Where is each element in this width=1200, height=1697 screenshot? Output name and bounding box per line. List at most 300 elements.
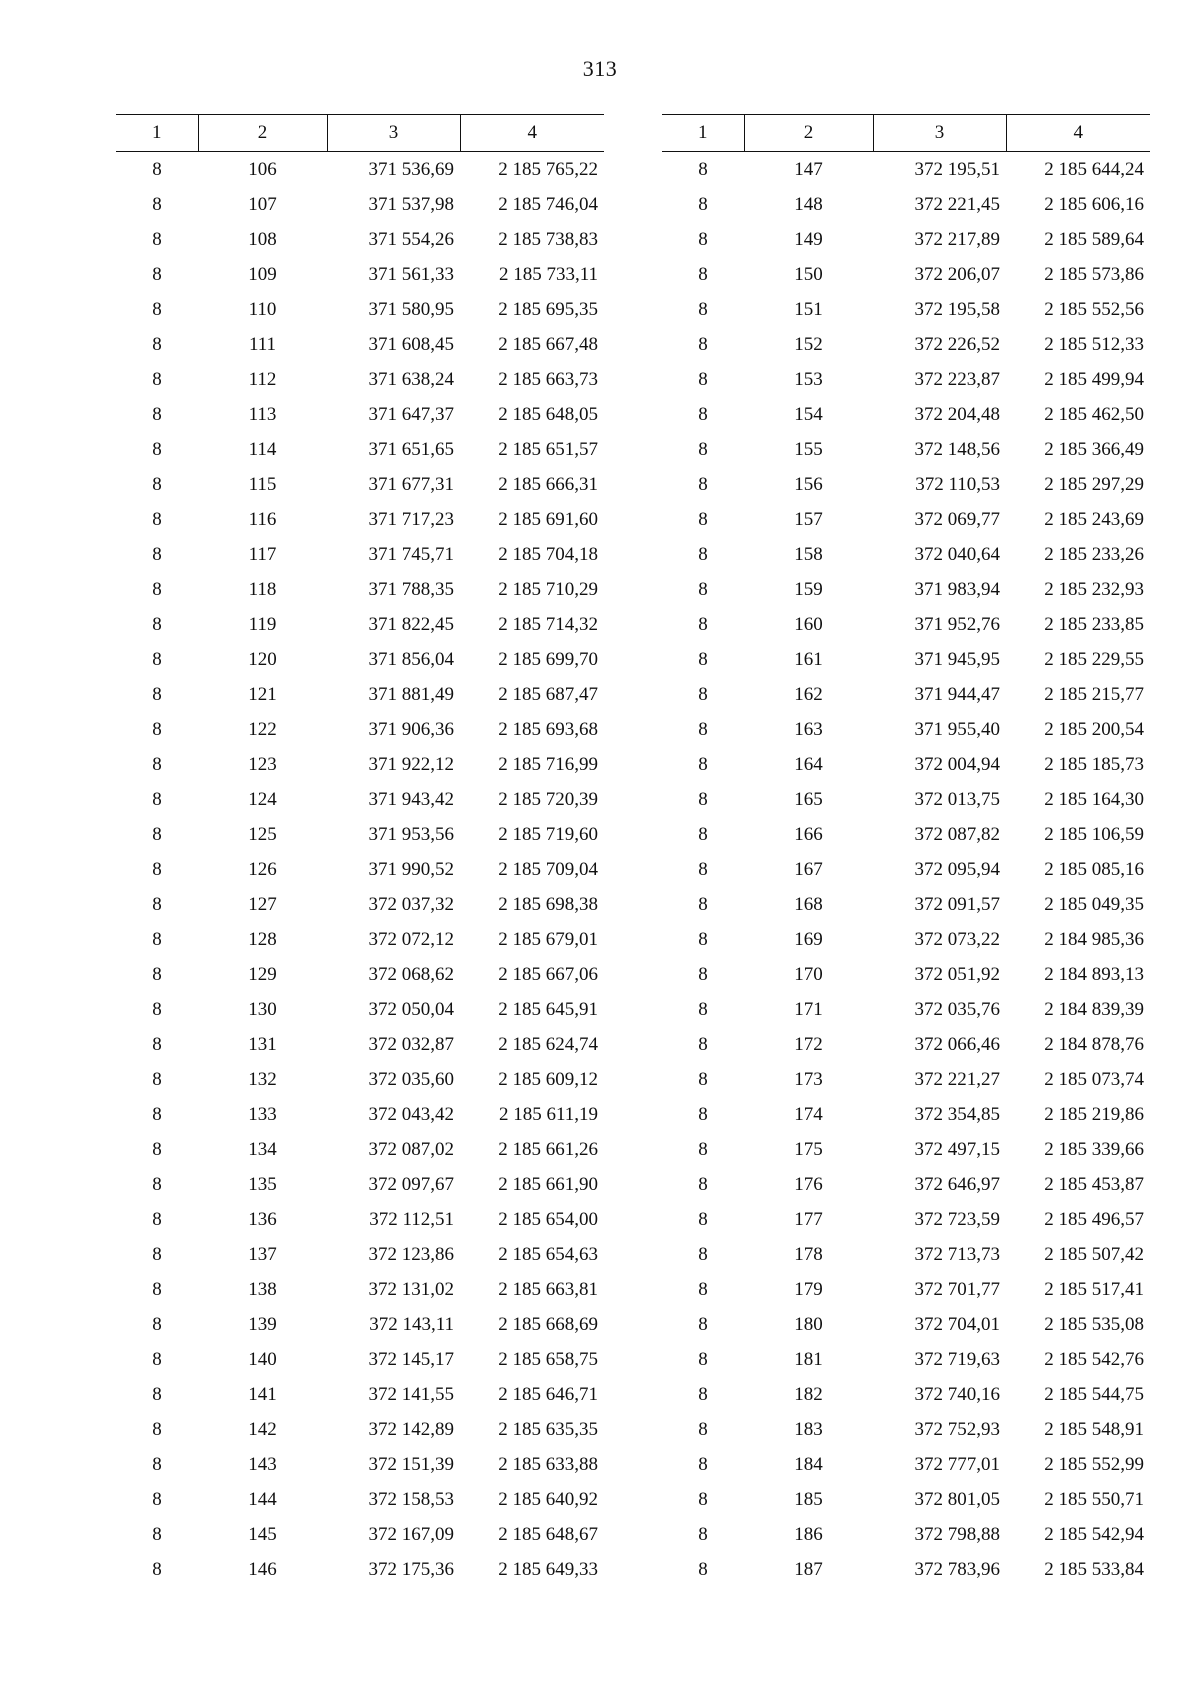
y-coordinate-cell: 2 185 517,41 xyxy=(1044,1278,1144,1300)
table-row xyxy=(116,1447,604,1482)
y-coordinate-cell: 2 185 542,94 xyxy=(1044,1523,1144,1545)
y-coordinate-cell: 2 185 589,64 xyxy=(1044,228,1144,250)
y-coordinate-cell: 2 185 654,00 xyxy=(498,1208,598,1230)
y-coordinate-cell: 2 185 716,99 xyxy=(498,753,598,775)
x-coordinate-cell: 372 043,42 xyxy=(368,1103,454,1125)
x-coordinate-cell: 371 638,24 xyxy=(368,368,454,390)
y-coordinate-cell: 2 185 709,04 xyxy=(498,858,598,880)
table-row xyxy=(662,1307,1150,1342)
point-number-cell: 144 xyxy=(248,1488,277,1510)
contour-number-cell: 8 xyxy=(698,263,708,285)
contour-number-cell: 8 xyxy=(698,158,708,180)
y-coordinate-cell: 2 185 533,84 xyxy=(1044,1558,1144,1580)
contour-number-cell: 8 xyxy=(698,963,708,985)
y-coordinate-cell: 2 185 699,70 xyxy=(498,648,598,670)
y-coordinate-cell: 2 184 893,13 xyxy=(1044,963,1144,985)
y-coordinate-cell: 2 185 691,60 xyxy=(498,508,598,530)
contour-number-cell: 8 xyxy=(152,648,162,670)
point-number-cell: 123 xyxy=(248,753,277,775)
y-coordinate-cell: 2 185 215,77 xyxy=(1044,683,1144,705)
table-row xyxy=(116,1097,604,1132)
table-row xyxy=(662,677,1150,712)
contour-number-cell: 8 xyxy=(698,368,708,390)
point-number-cell: 135 xyxy=(248,1173,277,1195)
x-coordinate-cell: 372 091,57 xyxy=(914,893,1000,915)
contour-number-cell: 8 xyxy=(698,228,708,250)
table-row xyxy=(116,1062,604,1097)
point-number-cell: 146 xyxy=(248,1558,277,1580)
x-coordinate-cell: 371 608,45 xyxy=(368,333,454,355)
x-coordinate-cell: 372 798,88 xyxy=(914,1523,1000,1545)
point-number-cell: 154 xyxy=(794,403,823,425)
x-coordinate-cell: 372 142,89 xyxy=(368,1418,454,1440)
y-coordinate-cell: 2 185 733,11 xyxy=(498,263,598,285)
contour-number-cell: 8 xyxy=(698,403,708,425)
table-row xyxy=(662,187,1150,222)
table-row xyxy=(116,292,604,327)
table-row xyxy=(662,537,1150,572)
point-number-cell: 158 xyxy=(794,543,823,565)
contour-number-cell: 8 xyxy=(698,298,708,320)
contour-number-cell: 8 xyxy=(152,998,162,1020)
table-row xyxy=(116,1377,604,1412)
contour-number-cell: 8 xyxy=(698,1418,708,1440)
point-number-cell: 141 xyxy=(248,1383,277,1405)
point-number-cell: 174 xyxy=(794,1103,823,1125)
y-coordinate-cell: 2 185 453,87 xyxy=(1044,1173,1144,1195)
contour-number-cell: 8 xyxy=(152,403,162,425)
y-coordinate-cell: 2 185 667,48 xyxy=(498,333,598,355)
contour-number-cell: 8 xyxy=(152,473,162,495)
table-row xyxy=(116,187,604,222)
contour-number-cell: 8 xyxy=(698,1173,708,1195)
point-number-cell: 186 xyxy=(794,1523,823,1545)
table-row xyxy=(662,1447,1150,1482)
table-row xyxy=(662,1202,1150,1237)
point-number-cell: 173 xyxy=(794,1068,823,1090)
contour-number-cell: 8 xyxy=(152,543,162,565)
contour-number-cell: 8 xyxy=(152,1348,162,1370)
point-number-cell: 110 xyxy=(248,298,277,320)
point-number-cell: 161 xyxy=(794,648,823,670)
y-coordinate-cell: 2 185 339,66 xyxy=(1044,1138,1144,1160)
point-number-cell: 187 xyxy=(794,1558,823,1580)
point-number-cell: 116 xyxy=(248,508,277,530)
x-coordinate-cell: 372 719,63 xyxy=(914,1348,1000,1370)
table-row xyxy=(116,537,604,572)
table-row xyxy=(116,1342,604,1377)
contour-number-cell: 8 xyxy=(698,788,708,810)
y-coordinate-cell: 2 185 624,74 xyxy=(498,1033,598,1055)
contour-number-cell: 8 xyxy=(152,1523,162,1545)
y-coordinate-cell: 2 185 698,38 xyxy=(498,893,598,915)
contour-number-cell: 8 xyxy=(698,1208,708,1230)
table-row xyxy=(662,642,1150,677)
contour-number-cell: 8 xyxy=(152,963,162,985)
point-number-cell: 184 xyxy=(794,1453,823,1475)
x-coordinate-cell: 372 141,55 xyxy=(368,1383,454,1405)
table-row xyxy=(116,1167,604,1202)
x-coordinate-cell: 372 037,32 xyxy=(368,893,454,915)
point-number-cell: 114 xyxy=(248,438,277,460)
y-coordinate-cell: 2 185 499,94 xyxy=(1044,368,1144,390)
contour-number-cell: 8 xyxy=(152,508,162,530)
table-row xyxy=(116,887,604,922)
x-coordinate-cell: 371 822,45 xyxy=(368,613,454,635)
point-number-cell: 106 xyxy=(248,158,277,180)
point-number-cell: 155 xyxy=(794,438,823,460)
table-row xyxy=(116,362,604,397)
y-coordinate-cell: 2 184 985,36 xyxy=(1044,928,1144,950)
x-coordinate-cell: 372 226,52 xyxy=(914,333,1000,355)
x-coordinate-cell: 371 953,56 xyxy=(368,823,454,845)
table-row xyxy=(662,1517,1150,1552)
contour-number-cell: 8 xyxy=(698,1033,708,1055)
y-coordinate-cell: 2 185 073,74 xyxy=(1044,1068,1144,1090)
x-coordinate-cell: 372 151,39 xyxy=(368,1453,454,1475)
point-number-cell: 108 xyxy=(248,228,277,250)
point-number-cell: 117 xyxy=(248,543,277,565)
x-coordinate-cell: 372 040,64 xyxy=(914,543,1000,565)
x-coordinate-cell: 372 740,16 xyxy=(914,1383,1000,1405)
point-number-cell: 122 xyxy=(248,718,277,740)
x-coordinate-cell: 372 051,92 xyxy=(914,963,1000,985)
table-row xyxy=(116,572,604,607)
table-row xyxy=(116,607,604,642)
y-coordinate-cell: 2 185 661,26 xyxy=(498,1138,598,1160)
point-number-cell: 172 xyxy=(794,1033,823,1055)
y-coordinate-cell: 2 184 878,76 xyxy=(1044,1033,1144,1055)
contour-number-cell: 8 xyxy=(698,823,708,845)
x-coordinate-cell: 372 110,53 xyxy=(915,473,1000,495)
y-coordinate-cell: 2 185 049,35 xyxy=(1044,893,1144,915)
x-coordinate-cell: 371 554,26 xyxy=(368,228,454,250)
x-coordinate-cell: 372 704,01 xyxy=(914,1313,1000,1335)
point-number-cell: 147 xyxy=(794,158,823,180)
point-number-cell: 136 xyxy=(248,1208,277,1230)
table-row xyxy=(116,1272,604,1307)
contour-number-cell: 8 xyxy=(698,998,708,1020)
table-body-right xyxy=(662,152,1150,1588)
contour-number-cell: 8 xyxy=(152,683,162,705)
point-number-cell: 159 xyxy=(794,578,823,600)
x-coordinate-cell: 372 145,17 xyxy=(368,1348,454,1370)
point-number-cell: 185 xyxy=(794,1488,823,1510)
table-row xyxy=(662,397,1150,432)
point-number-cell: 129 xyxy=(248,963,277,985)
table-row xyxy=(662,152,1150,188)
point-number-cell: 151 xyxy=(794,298,823,320)
point-number-cell: 182 xyxy=(794,1383,823,1405)
contour-number-cell: 8 xyxy=(152,1278,162,1300)
x-coordinate-cell: 372 072,12 xyxy=(368,928,454,950)
x-coordinate-cell: 372 066,46 xyxy=(914,1033,1000,1055)
table-row xyxy=(116,992,604,1027)
point-number-cell: 170 xyxy=(794,963,823,985)
table-row xyxy=(116,782,604,817)
table-row xyxy=(116,642,604,677)
y-coordinate-cell: 2 185 693,68 xyxy=(498,718,598,740)
x-coordinate-cell: 372 013,75 xyxy=(914,788,1000,810)
table-row xyxy=(116,677,604,712)
x-coordinate-cell: 372 148,56 xyxy=(914,438,1000,460)
point-number-cell: 118 xyxy=(248,578,277,600)
table-row xyxy=(662,712,1150,747)
point-number-cell: 165 xyxy=(794,788,823,810)
x-coordinate-cell: 371 983,94 xyxy=(914,578,1000,600)
contour-number-cell: 8 xyxy=(152,158,162,180)
contour-number-cell: 8 xyxy=(698,1138,708,1160)
contour-number-cell: 8 xyxy=(698,1453,708,1475)
y-coordinate-cell: 2 185 573,86 xyxy=(1044,263,1144,285)
y-coordinate-cell: 2 185 200,54 xyxy=(1044,718,1144,740)
y-coordinate-cell: 2 185 233,26 xyxy=(1044,543,1144,565)
x-coordinate-cell: 372 221,45 xyxy=(914,193,1000,215)
contour-number-cell: 8 xyxy=(152,1453,162,1475)
point-number-cell: 179 xyxy=(794,1278,823,1300)
x-coordinate-cell: 371 856,04 xyxy=(368,648,454,670)
contour-number-cell: 8 xyxy=(698,648,708,670)
point-number-cell: 134 xyxy=(248,1138,277,1160)
x-coordinate-cell: 372 112,51 xyxy=(369,1208,454,1230)
y-coordinate-cell: 2 185 550,71 xyxy=(1044,1488,1144,1510)
table-row xyxy=(116,257,604,292)
contour-number-cell: 8 xyxy=(698,1243,708,1265)
table-row xyxy=(116,467,604,502)
contour-number-cell: 8 xyxy=(152,1103,162,1125)
x-coordinate-cell: 372 087,02 xyxy=(368,1138,454,1160)
y-coordinate-cell: 2 185 535,08 xyxy=(1044,1313,1144,1335)
contour-number-cell: 8 xyxy=(152,263,162,285)
y-coordinate-cell: 2 185 648,05 xyxy=(498,403,598,425)
table-row xyxy=(662,222,1150,257)
contour-number-cell: 8 xyxy=(698,438,708,460)
x-coordinate-cell: 371 537,98 xyxy=(368,193,454,215)
contour-number-cell: 8 xyxy=(698,1103,708,1125)
y-coordinate-cell: 2 185 496,57 xyxy=(1044,1208,1144,1230)
y-coordinate-cell: 2 185 644,24 xyxy=(1044,158,1144,180)
point-number-cell: 112 xyxy=(248,368,277,390)
point-number-cell: 132 xyxy=(248,1068,277,1090)
contour-number-cell: 8 xyxy=(152,1313,162,1335)
point-number-cell: 176 xyxy=(794,1173,823,1195)
x-coordinate-cell: 371 955,40 xyxy=(914,718,1000,740)
contour-number-cell: 8 xyxy=(152,823,162,845)
y-coordinate-cell: 2 185 219,86 xyxy=(1044,1103,1144,1125)
table-row xyxy=(662,1272,1150,1307)
table-row xyxy=(116,1307,604,1342)
y-coordinate-cell: 2 185 663,73 xyxy=(498,368,598,390)
y-coordinate-cell: 2 185 548,91 xyxy=(1044,1418,1144,1440)
column-header-4: 4 xyxy=(460,115,604,152)
table-row xyxy=(662,1237,1150,1272)
x-coordinate-cell: 372 195,51 xyxy=(914,158,1000,180)
x-coordinate-cell: 371 580,95 xyxy=(368,298,454,320)
table-row xyxy=(116,957,604,992)
point-number-cell: 126 xyxy=(248,858,277,880)
x-coordinate-cell: 372 035,60 xyxy=(368,1068,454,1090)
table-row xyxy=(662,817,1150,852)
x-coordinate-cell: 372 223,87 xyxy=(914,368,1000,390)
table-row xyxy=(662,922,1150,957)
contour-number-cell: 8 xyxy=(698,1558,708,1580)
y-coordinate-cell: 2 185 667,06 xyxy=(498,963,598,985)
point-number-cell: 115 xyxy=(248,473,277,495)
contour-number-cell: 8 xyxy=(698,508,708,530)
x-coordinate-cell: 372 068,62 xyxy=(368,963,454,985)
table-row xyxy=(116,817,604,852)
x-coordinate-cell: 372 801,05 xyxy=(914,1488,1000,1510)
y-coordinate-cell: 2 185 720,39 xyxy=(498,788,598,810)
column-header-4: 4 xyxy=(1006,115,1150,152)
x-coordinate-cell: 372 723,59 xyxy=(914,1208,1000,1230)
x-coordinate-cell: 372 752,93 xyxy=(914,1418,1000,1440)
x-coordinate-cell: 371 647,37 xyxy=(368,403,454,425)
header-row xyxy=(116,115,604,152)
point-number-cell: 149 xyxy=(794,228,823,250)
point-number-cell: 157 xyxy=(794,508,823,530)
x-coordinate-cell: 371 745,71 xyxy=(368,543,454,565)
x-coordinate-cell: 371 677,31 xyxy=(368,473,454,495)
y-coordinate-cell: 2 185 714,32 xyxy=(498,613,598,635)
table-row xyxy=(116,1552,604,1587)
x-coordinate-cell: 372 217,89 xyxy=(914,228,1000,250)
point-number-cell: 139 xyxy=(248,1313,277,1335)
point-number-cell: 162 xyxy=(794,683,823,705)
table-row xyxy=(662,852,1150,887)
contour-number-cell: 8 xyxy=(152,1068,162,1090)
y-coordinate-cell: 2 185 710,29 xyxy=(498,578,598,600)
y-coordinate-cell: 2 185 640,92 xyxy=(498,1488,598,1510)
y-coordinate-cell: 2 185 666,31 xyxy=(498,473,598,495)
point-number-cell: 140 xyxy=(248,1348,277,1370)
y-coordinate-cell: 2 185 649,33 xyxy=(498,1558,598,1580)
point-number-cell: 145 xyxy=(248,1523,277,1545)
y-coordinate-cell: 2 185 704,18 xyxy=(498,543,598,565)
point-number-cell: 130 xyxy=(248,998,277,1020)
y-coordinate-cell: 2 185 297,29 xyxy=(1044,473,1144,495)
table-body-left xyxy=(116,152,604,1588)
x-coordinate-cell: 372 097,67 xyxy=(368,1173,454,1195)
table-row xyxy=(662,1062,1150,1097)
x-coordinate-cell: 371 945,95 xyxy=(914,648,1000,670)
contour-number-cell: 8 xyxy=(152,578,162,600)
point-number-cell: 128 xyxy=(248,928,277,950)
y-coordinate-cell: 2 185 542,76 xyxy=(1044,1348,1144,1370)
table-row xyxy=(662,1027,1150,1062)
contour-number-cell: 8 xyxy=(698,1278,708,1300)
x-coordinate-cell: 372 167,09 xyxy=(368,1523,454,1545)
contour-number-cell: 8 xyxy=(152,368,162,390)
point-number-cell: 175 xyxy=(794,1138,823,1160)
point-number-cell: 164 xyxy=(794,753,823,775)
y-coordinate-cell: 2 185 243,69 xyxy=(1044,508,1144,530)
x-coordinate-cell: 372 032,87 xyxy=(368,1033,454,1055)
contour-number-cell: 8 xyxy=(152,1558,162,1580)
table-row xyxy=(116,502,604,537)
table-row xyxy=(662,887,1150,922)
contour-number-cell: 8 xyxy=(698,928,708,950)
x-coordinate-cell: 372 123,86 xyxy=(368,1243,454,1265)
table-row xyxy=(662,1482,1150,1517)
table-row xyxy=(662,747,1150,782)
x-coordinate-cell: 371 561,33 xyxy=(368,263,454,285)
x-coordinate-cell: 371 922,12 xyxy=(368,753,454,775)
contour-number-cell: 8 xyxy=(152,858,162,880)
contour-number-cell: 8 xyxy=(698,893,708,915)
x-coordinate-cell: 371 881,49 xyxy=(368,683,454,705)
x-coordinate-cell: 372 221,27 xyxy=(914,1068,1000,1090)
contour-number-cell: 8 xyxy=(152,613,162,635)
x-coordinate-cell: 372 497,15 xyxy=(914,1138,1000,1160)
point-number-cell: 109 xyxy=(248,263,277,285)
contour-number-cell: 8 xyxy=(152,1173,162,1195)
x-coordinate-cell: 372 783,96 xyxy=(914,1558,1000,1580)
x-coordinate-cell: 371 717,23 xyxy=(368,508,454,530)
column-header-1: 1 xyxy=(116,115,198,152)
table-row xyxy=(662,432,1150,467)
x-coordinate-cell: 372 050,04 xyxy=(368,998,454,1020)
point-number-cell: 178 xyxy=(794,1243,823,1265)
point-number-cell: 107 xyxy=(248,193,277,215)
point-number-cell: 137 xyxy=(248,1243,277,1265)
point-number-cell: 166 xyxy=(794,823,823,845)
point-number-cell: 168 xyxy=(794,893,823,915)
x-coordinate-cell: 372 777,01 xyxy=(914,1453,1000,1475)
contour-number-cell: 8 xyxy=(152,333,162,355)
x-coordinate-cell: 371 990,52 xyxy=(368,858,454,880)
table-row xyxy=(662,1097,1150,1132)
table-row xyxy=(116,1027,604,1062)
x-coordinate-cell: 372 143,11 xyxy=(369,1313,454,1335)
x-coordinate-cell: 372 004,94 xyxy=(914,753,1000,775)
point-number-cell: 169 xyxy=(794,928,823,950)
y-coordinate-cell: 2 185 544,75 xyxy=(1044,1383,1144,1405)
x-coordinate-cell: 372 175,36 xyxy=(368,1558,454,1580)
point-number-cell: 156 xyxy=(794,473,823,495)
x-coordinate-cell: 372 073,22 xyxy=(914,928,1000,950)
point-number-cell: 133 xyxy=(248,1103,277,1125)
point-number-cell: 113 xyxy=(248,403,277,425)
point-number-cell: 138 xyxy=(248,1278,277,1300)
table-row xyxy=(116,222,604,257)
x-coordinate-cell: 372 087,82 xyxy=(914,823,1000,845)
y-coordinate-cell: 2 185 658,75 xyxy=(498,1348,598,1370)
table-row xyxy=(116,1237,604,1272)
y-coordinate-cell: 2 185 233,85 xyxy=(1044,613,1144,635)
y-coordinate-cell: 2 185 507,42 xyxy=(1044,1243,1144,1265)
point-number-cell: 153 xyxy=(794,368,823,390)
point-number-cell: 124 xyxy=(248,788,277,810)
y-coordinate-cell: 2 185 085,16 xyxy=(1044,858,1144,880)
point-number-cell: 181 xyxy=(794,1348,823,1370)
contour-number-cell: 8 xyxy=(698,193,708,215)
x-coordinate-cell: 371 906,36 xyxy=(368,718,454,740)
y-coordinate-cell: 2 185 552,99 xyxy=(1044,1453,1144,1475)
table-row xyxy=(662,782,1150,817)
point-number-cell: 152 xyxy=(794,333,823,355)
x-coordinate-cell: 372 069,77 xyxy=(914,508,1000,530)
table-row xyxy=(116,1482,604,1517)
contour-number-cell: 8 xyxy=(152,1418,162,1440)
contour-number-cell: 8 xyxy=(152,1488,162,1510)
x-coordinate-cell: 372 095,94 xyxy=(914,858,1000,880)
x-coordinate-cell: 371 944,47 xyxy=(914,683,1000,705)
table-row xyxy=(662,992,1150,1027)
point-number-cell: 183 xyxy=(794,1418,823,1440)
column-header-2: 2 xyxy=(744,115,873,152)
x-coordinate-cell: 372 701,77 xyxy=(914,1278,1000,1300)
